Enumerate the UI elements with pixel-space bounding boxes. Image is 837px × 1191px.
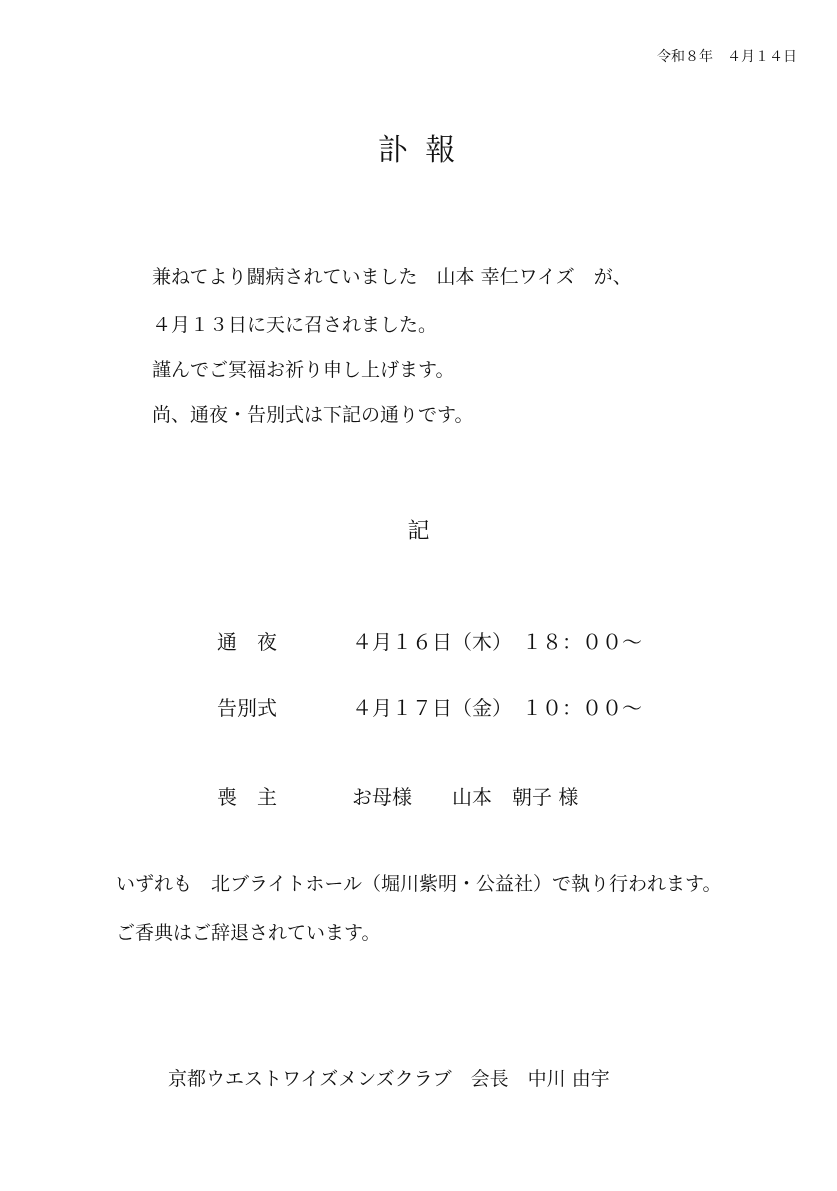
ki-heading: 記 [407, 519, 430, 544]
intro-line-3: 謹んでご冥福お祈り申し上げます。 [152, 359, 455, 381]
wake-label: 通 夜 [217, 630, 277, 654]
chief-mourner-name: お母様 山本 朝子 様 [352, 785, 579, 809]
wake-datetime: ４月１６日（木） １８：００～ [352, 630, 642, 654]
funeral-datetime: ４月１７日（金） １０：００～ [352, 696, 642, 720]
intro-line-2: ４月１３日に天に召されました。 [152, 314, 438, 336]
funeral-label: 告別式 [217, 696, 277, 720]
intro-line-4: 尚、通夜・告別式は下記の通りです。 [152, 404, 474, 426]
intro-line-1: 兼ねてより闘病されていました 山本 幸仁ワイズ が、 [152, 266, 632, 288]
notice-date: 令和８年 ４月１４日 [657, 49, 797, 65]
condolence-note: ご香典はご辞退されています。 [116, 922, 381, 944]
chief-mourner-label: 喪 主 [217, 785, 277, 809]
venue-note: いずれも 北ブライトホール（堀川紫明・公益社）で執り行われます。 [116, 873, 722, 895]
sender-signature: 京都ウエストワイズメンズクラブ 会長 中川 由宇 [168, 1068, 610, 1090]
page-title: 訃 報 [377, 133, 460, 168]
